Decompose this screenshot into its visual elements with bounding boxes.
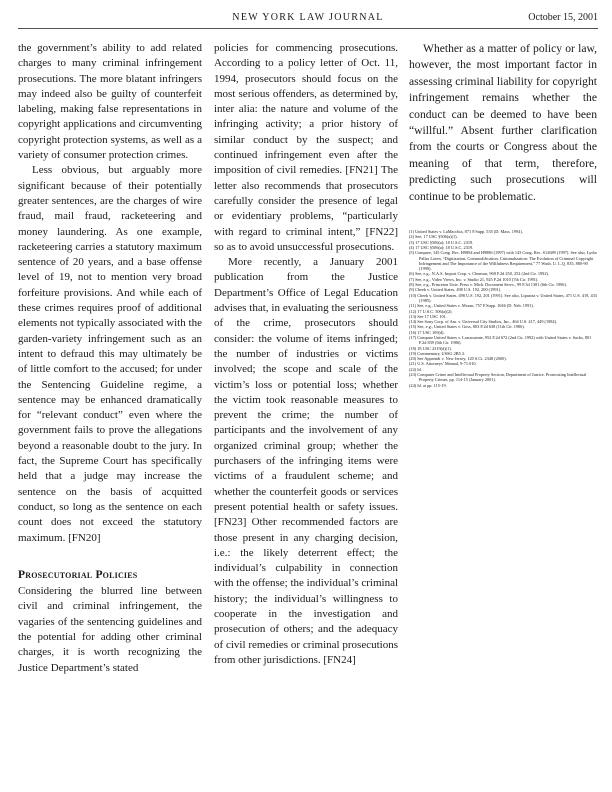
footnotes-list — [409, 229, 597, 388]
footnote: (23) Computer Crime and Intellectual Property Section, Department of Justice, Prosecuting Intellectual Property Crimes, pp. 114-15 (January 2001). — [409, 372, 587, 383]
footnote: (8) See, e.g., Princeton Univ. Press v. Mich. Document Servs., 99 F.3d 1381 (6th Cir. 1996). — [409, 282, 567, 288]
footnote: (11) See, e.g., United States v. Moran, 757 F.Supp. 1046 (D. Neb. 1991). — [409, 303, 534, 309]
footnote: (14) See Sony Corp. of Am. v. Universal City Studios, Inc., 464 U.S. 417, 449 (1984). — [409, 319, 558, 325]
footnote: (19) Commentary, USSG 2B5.3. — [409, 350, 466, 356]
footnote: (18) 18 USC 2319(d)(1). — [409, 345, 452, 351]
col1-paragraph-1: the government’s ability to add related charges to many criminal infringement prosecutions. The more blatant infringers may indeed also be guilty of counterfeit labeling, making false representations in copyright applications and circumventing copyright protection systems, as well as a variety of consumer protection crimes. — [18, 42, 202, 162]
footnote: (22) Id. — [409, 366, 422, 372]
publication-title: NEW YORK LAW JOURNAL — [232, 12, 384, 23]
footnote: (2) See, 17 USC §506(a)(1). — [409, 234, 458, 240]
footnote: (10) Cheek v. United States, 498 U.S. 192, 201 (1991). See also, Liparota v. United States, 471 U.S. 419, 433 (1985). — [409, 292, 597, 303]
column-1 — [18, 41, 202, 676]
column-3 — [409, 41, 597, 388]
footnote: (6) See, e.g., N.A.S. Import Corp. v. Chenson, 968 F.2d 250, 252 (2nd Cir. 1992). — [409, 271, 549, 277]
col2-paragraph-1: policies for commencing prosecutions. According to a policy letter of Oct. 11, 1994, prosecutors should focus on the most serious offenders, as determined by, inter alia: the nature and volume of the infringing activity; a prior history of similar conduct by the suspect; and continued infringement even after the imposition of civil remedies. [FN21] The letter also recommends that prosecutors carefully consider the presence of legal or evidentiary problems, “particularly with regard to criminal intent,” [FN22] so as to avoid unsuccessful prosecutions. — [214, 42, 398, 253]
footnote: (5) Compare, 145 Cong. Rec. H9884 and H9886 (1997) with 143 Cong. Rec. S12689 (1997). See also, Lydia Pallas Loren, “Digitization, Commodification, Criminalization: The Evolution of Criminal Copyright Infringement and The Importance of the Willfulness Requirement,” 77 Wash. U. L.Q. 835, 880-90 (1999). — [409, 250, 597, 272]
footnote: (21) U.S. Attorneys’ Manual, 9-71.010. — [409, 361, 477, 367]
footnote: (12) 17 U.S.C. 506(a)(2). — [409, 308, 453, 314]
col1-paragraph-3: Considering the blurred line between civil and criminal infringement, the vagaries of the sentencing guidelines and the potential for adding other criminal charges, it is worth recognizing the Justice Department’s stated — [18, 585, 202, 674]
footnote: (4) 17 USC §506(a); 18 U.S.C. 2319. — [409, 244, 474, 250]
footnote: (20) See Apprendi v. New Jersey, 120 S.Ct. 2348 (2000). — [409, 356, 507, 362]
col2-paragraph-2: More recently, a January 2001 publication from the Justice Department’s Office of Legal Education advises that, in evaluating the seriousness of the crime, prosecutors should consider: the volume of items infringed; the number of industries or victims involved; the scope and scale of the victim’s loss or potential loss; whether the victim took reasonable measures to prevent the crime; the number of participants and the involvement of any organized criminal group; whether the purchasers of the infringing items were victims of a fraudulent scheme; and whether the counterfeit goods or services present potential health or safety issues. [FN23] Other recommended factors are those present in any charging decision, i.e.: the likely deterrent effect; the individual’s culpability in connection with the offense; the individual’s criminal history; the individual’s willingness to cooperate in the investigation and prosecution of others; and the adequacy of civil remedies or criminal prosecutions from other jurisdictions. [FN24] — [214, 256, 399, 666]
col1-paragraph-2: Less obvious, but arguably more significant because of their potentially greater sentences, are the charges of wire fraud, mail fraud, racketeering and money laundering. As one example, racketeering carries a statutory maximum sentence of 20 years, and a base offense level of 19, not to mention very broad forfeiture provisions. And while each of these crimes requires proof of additional elements not typically associated with the garden-variety infringement such as an intent to defraud this may ultimately be of little comfort to the accused; for under the Sentencing Guideline regime, a sentence may be enhanced dramatically for “relevant conduct” even where the government fails to prove the allegations beyond a reasonable doubt to the jury. In fact, the Supreme Court has specifically held that a judge may increase the sentence on the basis of acquitted conduct, so long as the sentence on each count does not exceed the statutory maximum. [FN20] — [18, 164, 202, 544]
footnote: (9) Cheek v. United States, 498 U.S. 192, 200 (1991). — [409, 287, 502, 293]
footnote: (15) See, e.g., United States v. Goss, 803 F.2d 638 (11th Cir. 1986). — [409, 324, 525, 330]
section-heading: Prosecutorial Policies — [18, 568, 138, 581]
footnote: (24) Id. at pp. 115-19. — [409, 382, 447, 388]
col3-paragraph-1: Whether as a matter of policy or law, however, the most important factor in assessing criminal liability for copyright infringement remains whether the conduct can be deemed to have been “willful.” Absent further clarification from the courts or Congress about the meaning of that term, therefore, predicting such prosecutions will continue to be problematic. — [409, 42, 597, 203]
footnote: (3) 17 USC §506(a); 18 U.S.C. 2319. — [409, 239, 474, 245]
page-header — [18, 12, 598, 29]
footnote: (7) See, e.g., Video Views, Inc. v. Studio 21, 925 F.2d 1010 (7th Cir. 1991). — [409, 276, 539, 282]
footnote: (17) Compare United States v. Larracuente, 952 F.2d 672 (2nd Cir. 1992) with United States v. Sachs, 801 F.2d 839 (6th Cir. 1986). — [409, 335, 592, 346]
footnote: (16) 17 USC 109(d). — [409, 329, 445, 335]
footnote: (1) United States v. LaMacchia, 871 F.Supp. 535 (D. Mass. 1994). — [409, 229, 523, 235]
footnote: (13) See 17 USC 101. — [409, 313, 447, 319]
publication-date: October 15, 2001 — [528, 12, 598, 23]
column-2 — [214, 41, 398, 668]
